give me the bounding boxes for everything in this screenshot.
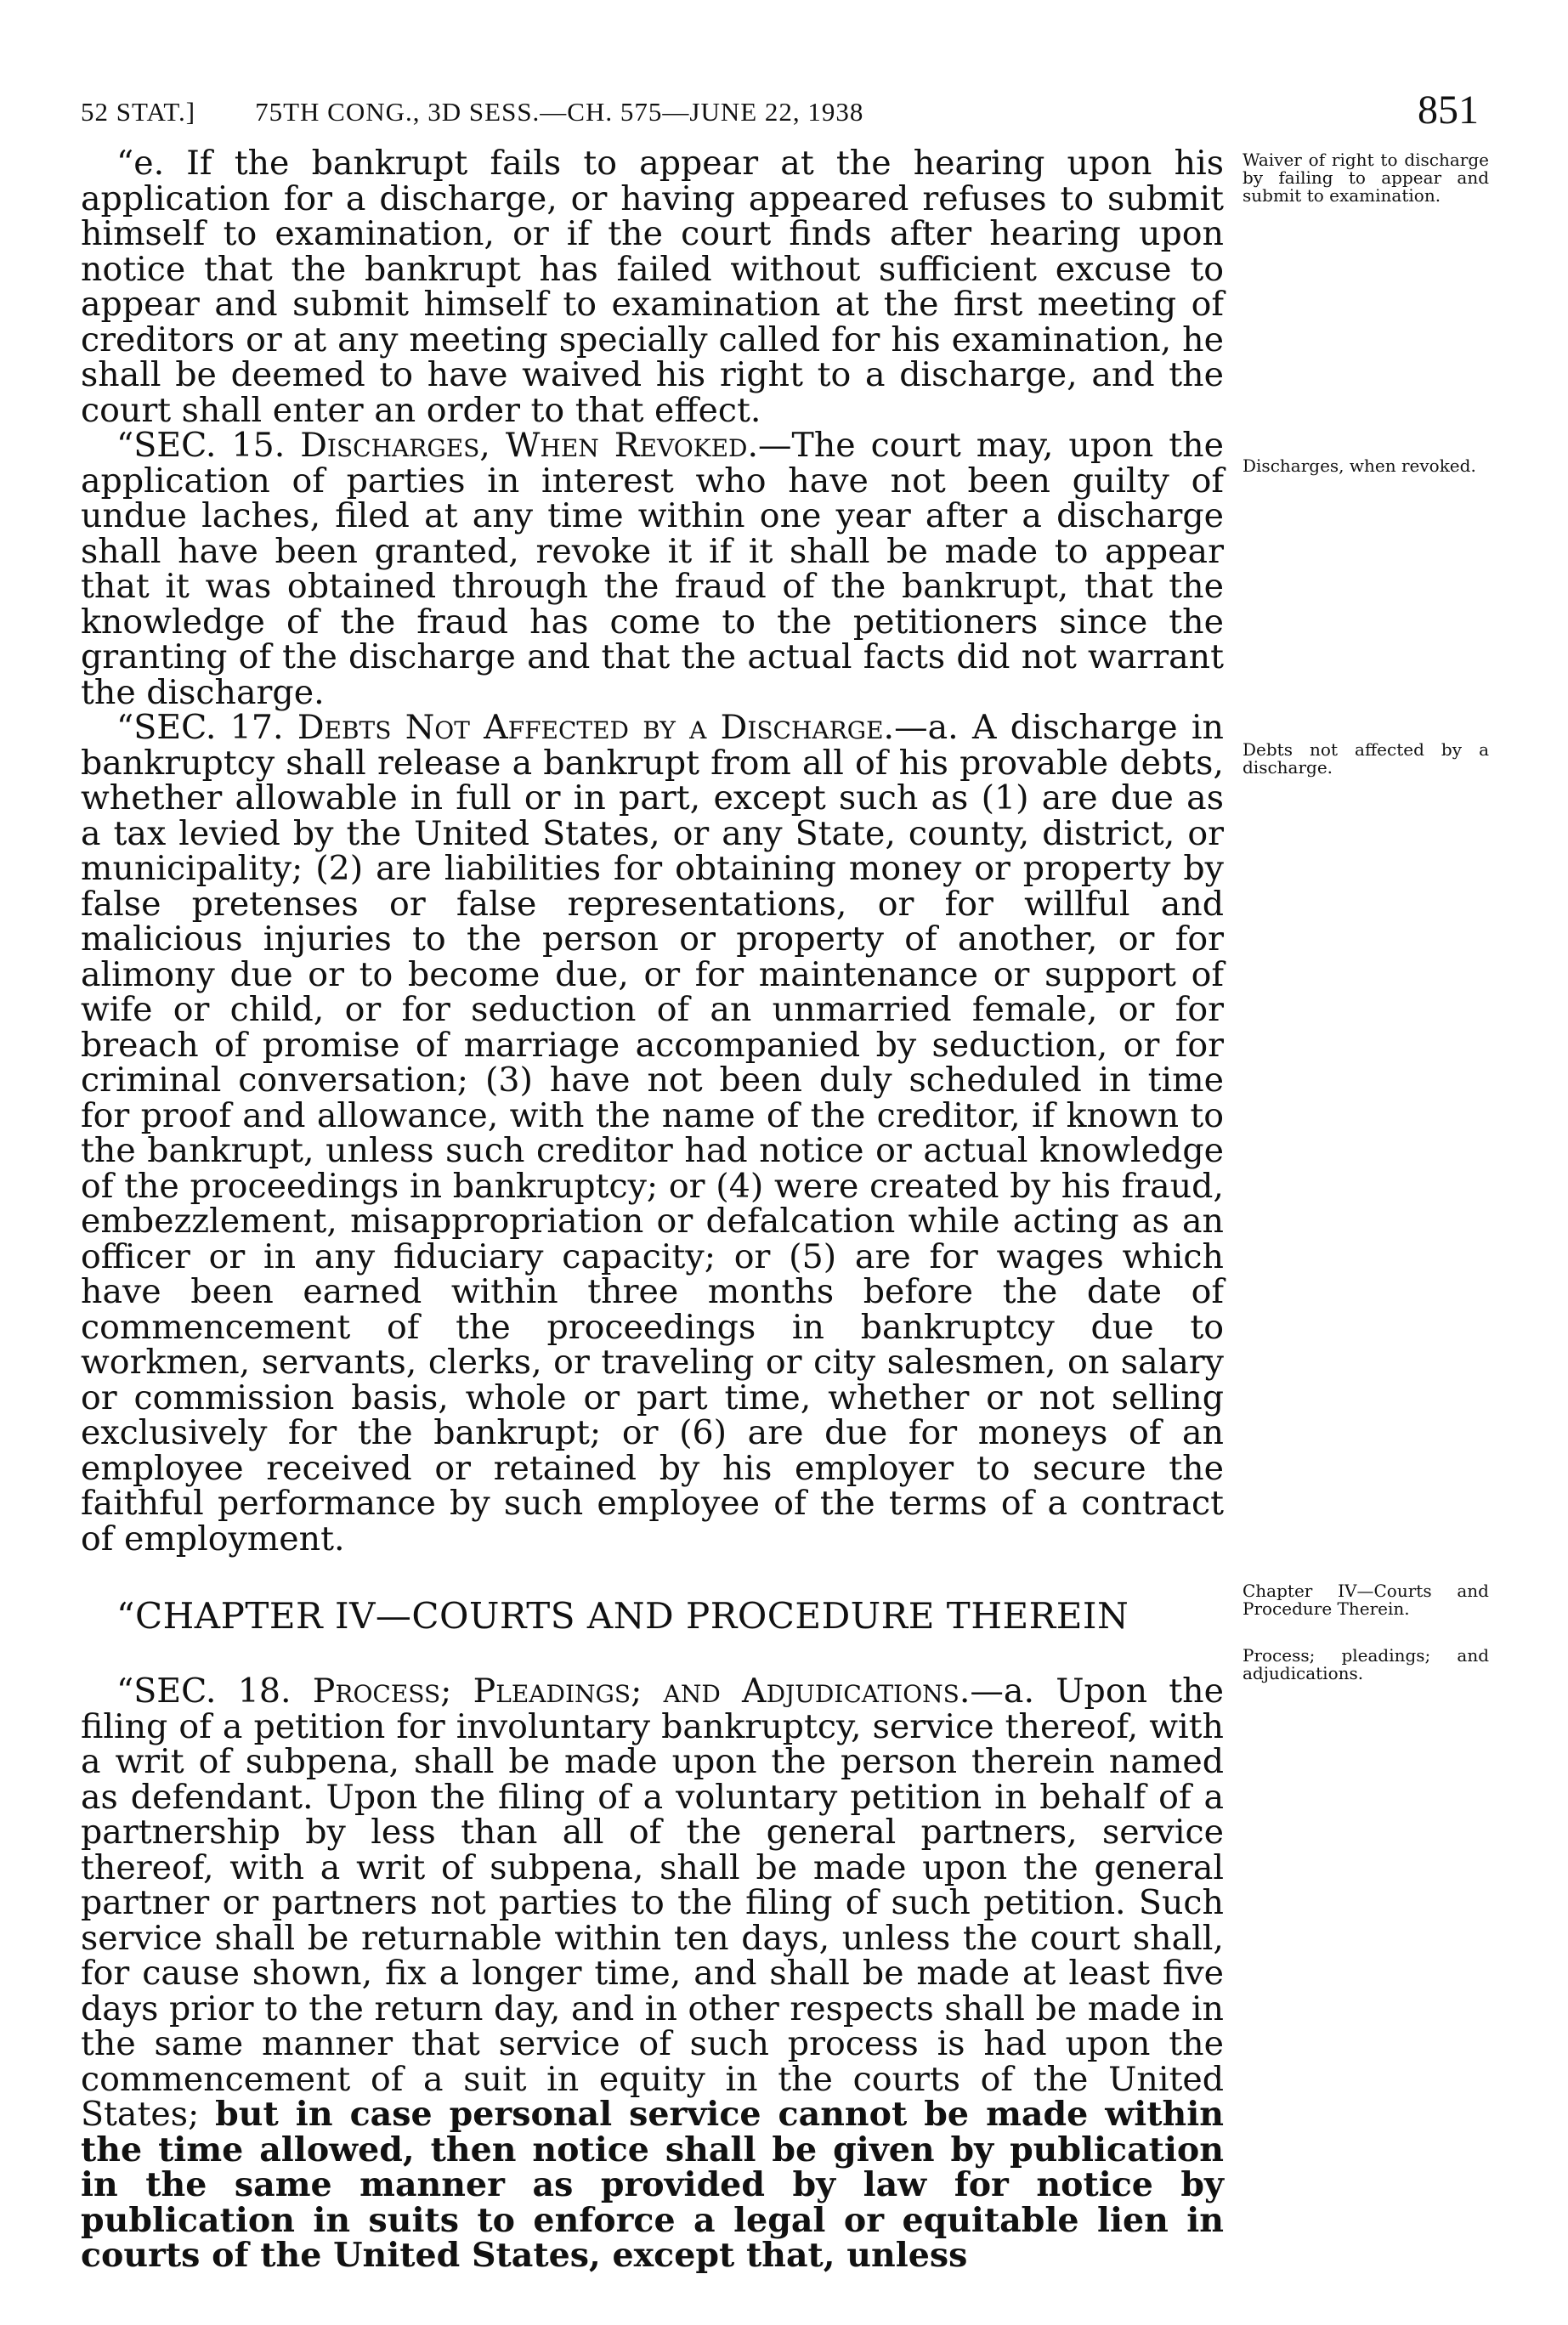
- section-15-title: Discharges, When Revoked: [300, 426, 748, 465]
- section-17: [81, 710, 1224, 1557]
- margin-note-process: Process; pleadings; and adjudications.: [1243, 1645, 1489, 1683]
- margin-note-waiver: Waiver of right to discharge by failing to appear and submit to examination.: [1243, 150, 1489, 206]
- section-18-title: Process; Pleadings; and Adjudications: [312, 1672, 959, 1711]
- section-18-label: “SEC. 18.: [116, 1672, 313, 1711]
- page-number: 851: [1418, 88, 1479, 133]
- section-18: [81, 1674, 1224, 2274]
- section-17-label: “SEC. 17.: [116, 708, 297, 747]
- section-15: [81, 428, 1224, 710]
- margin-note-debts-not-affected: Debts not affected by a discharge.: [1243, 739, 1489, 778]
- chapter-heading: “CHAPTER IV—COURTS AND PROCEDURE THEREIN: [116, 1595, 1129, 1637]
- section-18-text-a: .—a. Upon the filing of a petition for involuntary bankruptcy, service thereof, with a writ of subpena, shall be made upon the person therein named as defendant. Upon the filing of a voluntary petition in behalf of a partnership by less than all of the general partners, service thereof, with a writ of subpena, shall be made upon the general partner or partners not parties to the filing of such petition. Such service shall be returnable within ten days, unless the court shall, for cause shown, fix a longer time, and shall be made at least five days prior to the return day, and in other respects shall be made in the same manner that service of such process is had upon the commencement of a suit in equity in the courts of the United States;: [81, 1672, 1224, 2134]
- section-17-title: Debts Not Affected by a Discharge: [297, 708, 884, 747]
- page-header: [81, 87, 1479, 138]
- margin-note-chapter-iv: Chapter IV—Courts and Procedure Therein.: [1243, 1581, 1489, 1619]
- section-18-text-b: but in case personal service cannot be made within the time allowed, then notice shall be given by publication in the same manner as provided by law for notice by publication in suits to enforce a legal or equitable lien in courts of the United States, except that, unless: [81, 2095, 1224, 2275]
- section-17-text: .—a. A discharge in bankruptcy shall release a bankrupt from all of his provable debts, whether allowable in full or in part, except such as (1) are due as a tax levied by the United States, or any State, county, district, or municipality; (2) are liabilities for obtaining money or property by false pretenses or false representations, or for willful and malicious injuries to the person or property of another, or for alimony due or to become due, or for maintenance or support of wife or child, or for seduction of an unmarried female, or for breach of promise of marriage accompanied by seduction, or for criminal conversation; (3) have not been duly scheduled in time for proof and allowance, with the name of the creditor, if known to the bankrupt, unless such creditor had notice or actual knowledge of the proceedings in bankruptcy; or (4) were created by his fraud, embezzlement, misappropriation or defalcation while acting as an officer or in any fiduciary capacity; or (5) are for wages which have been earned within three months before the date of commencement of the proceedings in bankruptcy due to workmen, servants, clerks, or traveling or city salesmen, on salary or commission basis, whole or part time, whether or not selling exclusively for the bankrupt; or (6) are due for moneys of an employee received or retained by his employer to secure the faithful performance by such employee of the terms of a contract of employment.: [81, 708, 1224, 1558]
- section-15-text: .—The court may, upon the application of parties in interest who have not been guilty of undue laches, filed at any time within one year after a discharge shall have been granted, revoke it if it shall be made to appear that it was obtained through the fraud of the bankrupt, that the knowledge of the fraud has come to the petitioners since the granting of the discharge and that the actual facts did not warrant the discharge.: [81, 426, 1224, 712]
- margin-note-discharges-revoked: Discharges, when revoked.: [1243, 455, 1476, 476]
- running-head: 52 STAT.] 75TH CONG., 3D SESS.—CH. 575—JUNE 22, 1938: [81, 97, 864, 127]
- main-text-column: [81, 146, 1224, 2274]
- paragraph-e: “e. If the bankrupt fails to appear at the hearing upon his application for a discharge, or having appeared refuses to submit himself to examination, or if the court finds after hearing upon notice that the bankrupt has failed without sufficient excuse to appear and submit himself to examination at the first meeting of creditors or at any meeting specially called for his examination, he shall be deemed to have waived his right to a discharge, and the court shall enter an order to that effect.: [81, 144, 1224, 430]
- section-15-label: “SEC. 15.: [116, 426, 301, 465]
